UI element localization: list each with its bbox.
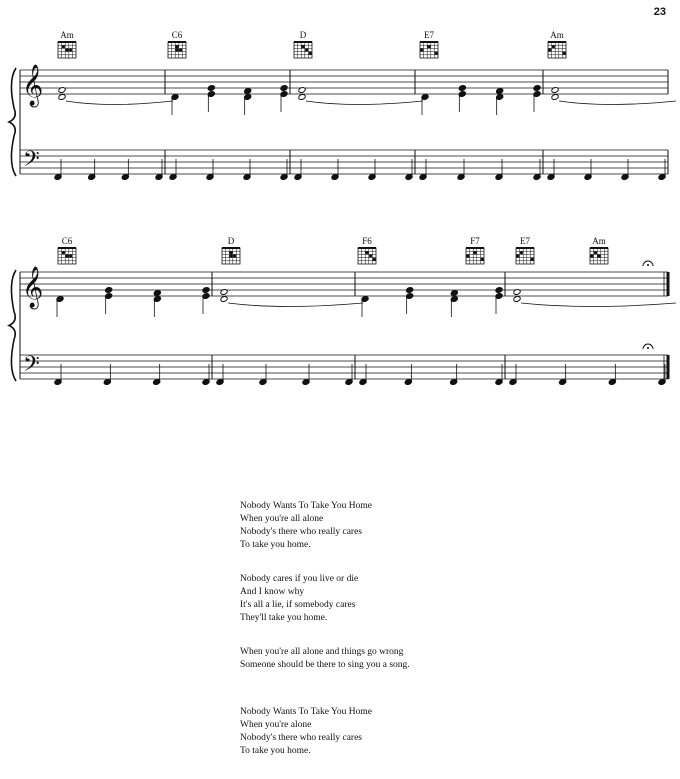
chord-diagram-dot [233,254,236,257]
chord-symbol: C6 [61,236,73,246]
treble-clef: 𝄞 [22,267,44,308]
chord-diagram-dot [229,254,232,257]
tie [521,303,676,307]
chord-diagram-dot [548,48,551,51]
lyric-line: It's all a lie, if somebody cares [240,600,356,610]
page-number: 23 [653,6,666,18]
chord-diagram-dot [520,251,523,254]
score-system-1 [9,30,676,180]
lyric-line: To take you home. [240,746,311,756]
chord-diagram-dot [365,251,368,254]
lyric-line: Nobody Wants To Take You Home [240,501,372,511]
lyrics-stanza-1 [240,500,660,552]
note-head [496,88,504,95]
lyric-line: Nobody Wants To Take You Home [240,707,372,717]
piano-brace [9,68,16,176]
lyric-line: To take you home. [240,540,311,550]
chord-diagram-dot [179,48,182,51]
note-head [406,287,414,294]
lyrics-stanza-3 [240,646,660,672]
fermata-dot [647,264,649,266]
chord-symbol: C6 [171,30,183,40]
lyric-line: Nobody's there who really cares [240,527,363,537]
lyric-line: They'll take you home. [240,613,328,623]
chord-diagram-dot [369,254,372,257]
chord-diagram-dot [69,48,72,51]
chord-diagram-dot [175,48,178,51]
note-head [450,290,458,297]
fermata-dot [647,347,649,349]
chord-diagram-dot [301,45,304,48]
chord-diagram-dot [62,251,65,254]
note-head [298,94,306,101]
note-head [551,94,559,101]
chord-diagram-dot [427,45,430,48]
note-head [58,94,66,101]
chord-symbol: D [227,236,235,246]
chord-diagram-dot [473,251,476,254]
note-head [105,287,113,294]
chord-symbol: F6 [362,236,372,246]
chord-diagram-dot [466,254,469,257]
chord-diagram-dot [175,45,178,48]
lyric-line: Someone should be there to sing you a song. [240,660,410,670]
lyrics-stanza-4 [240,706,660,758]
note-head [513,296,521,303]
chord-diagram-dot [594,251,597,254]
note-head [533,85,541,92]
chord-symbol: Am [592,236,606,246]
note-head [220,296,228,303]
chord-symbol: E7 [520,236,530,246]
chord-diagram-dot [590,254,593,257]
note-head [495,287,503,294]
chord-diagram-dot [481,258,484,261]
note-head [153,290,161,297]
chord-diagram-dot [69,254,72,257]
note-head [458,85,466,92]
chord-diagram-dot [373,258,376,261]
tie [559,101,676,105]
chord-diagram-dot [552,45,555,48]
chord-symbol: D [299,30,307,40]
note-head [207,85,215,92]
lyric-line: When you're all alone [240,514,324,524]
chord-diagram-grid [294,42,312,58]
chord-symbol: F7 [470,236,480,246]
tie [306,101,423,105]
treble-clef: 𝄞 [22,65,44,106]
note-head [280,85,288,92]
note-head [244,88,252,95]
chord-diagram-dot [309,52,312,55]
chord-diagram-dot [420,48,423,51]
piano-brace [9,270,16,381]
note-head [202,287,210,294]
lyric-line: When you're all alone and things go wrong [240,647,404,657]
score-system-2 [9,236,676,385]
chord-symbol: Am [60,30,74,40]
tie [228,303,363,307]
bass-clef: 𝄢 [23,352,40,382]
chord-diagram-grid [358,248,376,264]
chord-diagram-dot [65,254,68,257]
chord-diagram-dot [435,52,438,55]
lyrics [240,500,660,779]
lyric-line: Nobody cares if you live or die [240,574,359,584]
lyric-line: When you're alone [240,720,312,730]
lyrics-stanza-2 [240,573,660,625]
chord-diagram-dot [305,48,308,51]
lyric-line: And I know why [240,587,305,597]
chord-diagram-dot [531,258,534,261]
chord-diagram-dot [229,251,232,254]
chord-symbol: E7 [424,30,434,40]
bass-clef: 𝄢 [23,147,40,177]
chord-diagram-dot [563,52,566,55]
lyric-line: Nobody's there who really cares [240,733,363,743]
chord-diagram-dot [516,254,519,257]
chord-diagram-dot [65,48,68,51]
chord-diagram-dot [597,254,600,257]
tie [66,101,173,105]
chord-symbol: Am [550,30,564,40]
chord-diagram-dot [62,45,65,48]
